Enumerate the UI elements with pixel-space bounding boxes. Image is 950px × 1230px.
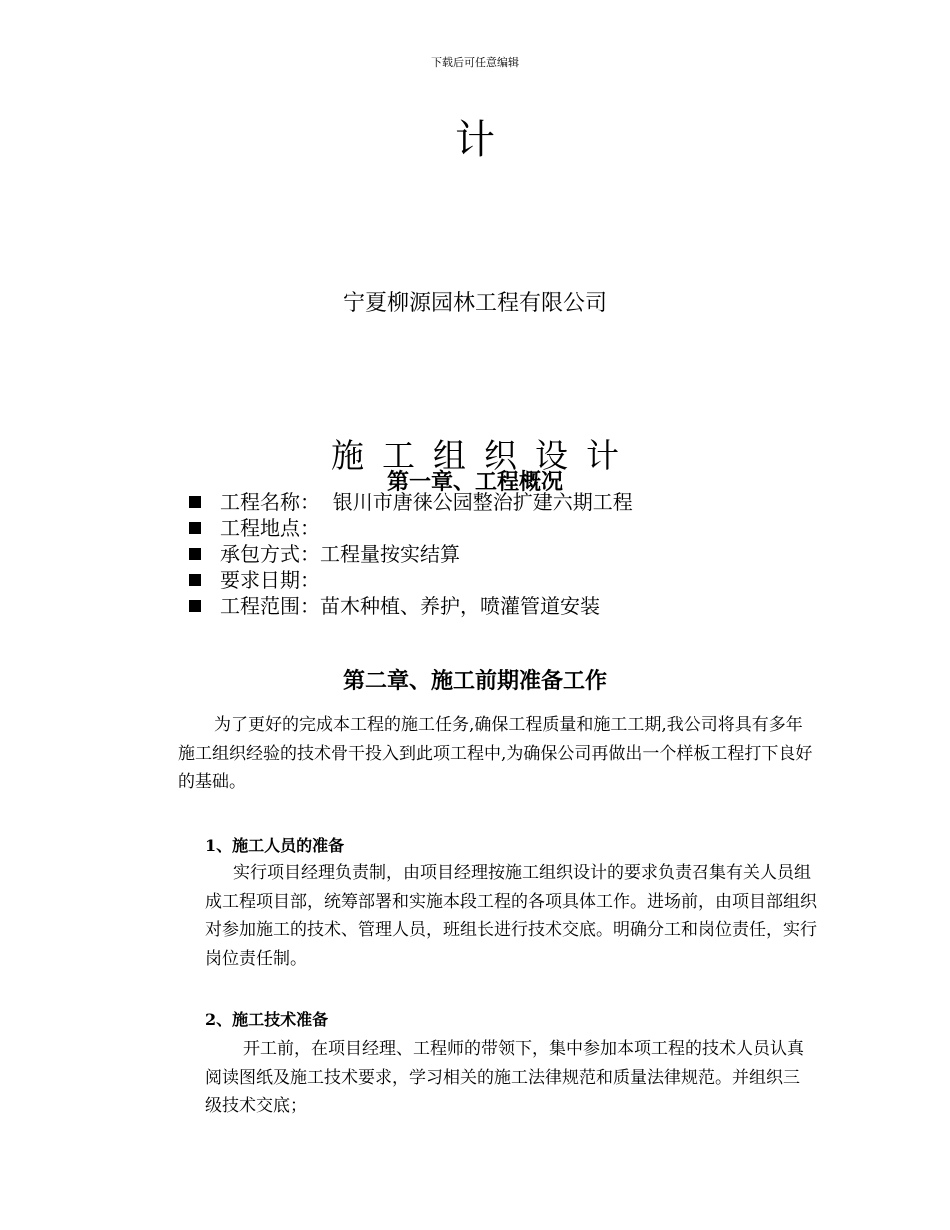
chapter2-intro-paragraph: 为了更好的完成本工程的施工任务,确保工程质量和施工工期,我公司将具有多年施工组织经验的技术骨干投入到此项工程中,为确保公司再做出一个样板工程打下良好的基础。: [178, 715, 813, 792]
chapter2-title: 第二章、施工前期准备工作: [342, 668, 607, 694]
overview-item-contract: [186, 541, 633, 567]
square-bullet-icon: [189, 522, 201, 534]
overview-label: 工程地点：: [220, 516, 320, 540]
section2-heading: 2、施工技术准备: [205, 1010, 329, 1029]
company-name: 宁夏柳源园林工程有限公司: [342, 291, 607, 316]
overview-item-location: [186, 515, 633, 541]
page-header-note: 下载后可任意编辑: [431, 56, 519, 69]
square-bullet-icon: [189, 496, 201, 508]
overview-item-name: [186, 489, 633, 515]
overview-label: 工程名称：: [220, 490, 320, 514]
overview-label: 工程范围：: [220, 594, 320, 618]
overview-label: 要求日期：: [220, 568, 320, 592]
square-bullet-icon: [189, 600, 201, 612]
overview-value: 苗木种植、养护，喷灌管道安装: [320, 594, 600, 618]
overview-value: 银川市唐徕公园整治扩建六期工程: [320, 490, 633, 514]
square-bullet-icon: [189, 548, 201, 560]
document-title: 施工组织设计: [331, 436, 637, 475]
cover-large-character: 计: [455, 117, 495, 163]
square-bullet-icon: [189, 574, 201, 586]
overview-value: 工程量按实结算: [320, 542, 460, 566]
overview-item-date: [186, 567, 633, 593]
section1-body: 实行项目经理负责制，由项目经理按施工组织设计的要求负责召集有关人员组成工程项目部，统筹部署和实施本段工程的各项具体工作。进场前，由项目部组织对参加施工的技术、管理人员，班组长进行技术交底。明确分工和岗位责任，实行岗位责任制。: [205, 863, 817, 969]
chapter1-title: 第一章、工程概况: [386, 469, 563, 495]
section1-heading: 1、施工人员的准备: [205, 836, 345, 855]
overview-item-scope: [186, 593, 633, 619]
project-overview-list: [186, 489, 633, 619]
section2-body: 开工前，在项目经理、工程师的带领下，集中参加本项工程的技术人员认真阅读图纸及施工技术要求，学习相关的施工法律规范和质量法律规范。并组织三级技术交底；: [205, 1039, 804, 1116]
overview-label: 承包方式：: [220, 542, 320, 566]
